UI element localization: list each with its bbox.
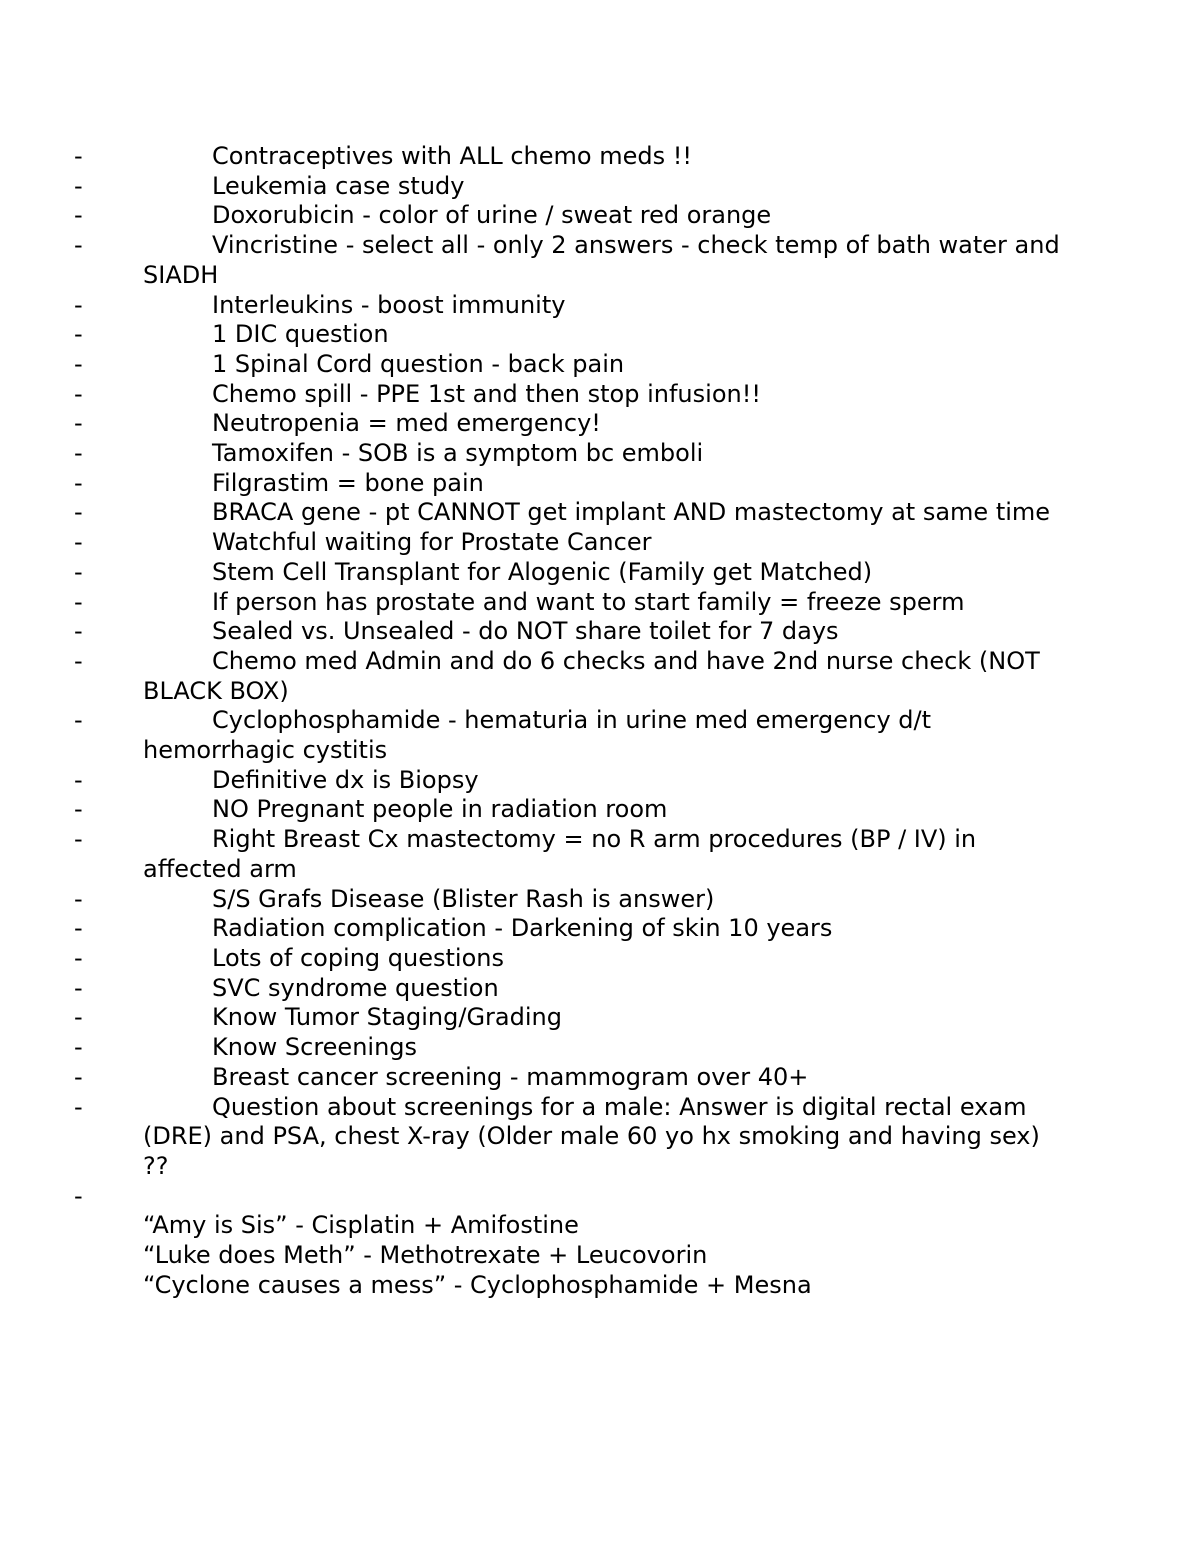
list-item-text: Chemo spill - PPE 1st and then stop infusion!!: [212, 379, 761, 408]
list-item-text: Radiation complication - Darkening of skin 10 years: [212, 914, 833, 943]
list-item-text: Vincristine - select all - only 2 answers - check temp of bath water and SIADH: [143, 231, 1060, 289]
list-item-text: If person has prostate and want to start family = freeze sperm: [212, 587, 965, 616]
bullet-dash: -: [74, 914, 83, 943]
list-item-text: Definitive dx is Biopsy: [212, 765, 479, 794]
list-item: [74, 1092, 1063, 1182]
list-item: [74, 1003, 1063, 1033]
list-item: [74, 201, 1063, 231]
list-item: [74, 171, 1063, 202]
list-item-text: Leukemia case study: [212, 171, 465, 200]
list-item: [74, 349, 1063, 380]
bullet-dash: -: [74, 1062, 83, 1091]
bullet-dash: -: [74, 706, 83, 735]
blank-line: [143, 1182, 1063, 1212]
list-item-text: Chemo med Admin and do 6 checks and have 2nd nurse check (NOT BLACK BOX): [143, 646, 1040, 705]
list-item: [74, 320, 1063, 350]
bullet-dash: -: [74, 1181, 83, 1210]
list-item: [74, 468, 1063, 499]
list-item: [74, 914, 1063, 944]
list-item-text: 1 DIC question: [212, 320, 389, 349]
list-item: [74, 825, 1063, 884]
list-item-text: Sealed vs. Unsealed - do NOT share toilet for 7 days: [212, 617, 839, 646]
bullet-dash: -: [74, 142, 83, 170]
list-item: [74, 379, 1063, 410]
list-item: [74, 1033, 1063, 1063]
bullet-dash: -: [74, 617, 83, 646]
bullet-dash: -: [74, 765, 83, 794]
list-item: [74, 795, 1063, 825]
bullet-dash: -: [74, 1003, 83, 1032]
list-item-text: Know Screenings: [212, 1033, 418, 1062]
bullet-dash: -: [74, 201, 83, 230]
list-item-text: Neutropenia = med emergency!: [212, 409, 601, 438]
list-item-text: Question about screenings for a male: Answer is digital rectal exam (DRE) and PSA, chest X-ray (Older male 60 yo hx smoking and having sex) ??: [143, 1092, 1040, 1180]
list-item-text: Contraceptives with ALL chemo meds !!: [212, 142, 692, 170]
list-item: [74, 290, 1063, 321]
bullet-dash: -: [74, 379, 83, 408]
list-item-text: 1 Spinal Cord question - back pain: [212, 349, 625, 378]
list-item-text: Lots of coping questions: [212, 943, 504, 972]
bullet-dash: -: [74, 439, 83, 468]
bullet-dash: -: [74, 468, 83, 497]
list-item: [74, 498, 1063, 528]
list-item: [74, 231, 1063, 290]
bullet-dash: -: [74, 587, 83, 616]
mnemonic-line: “Amy is Sis” - Cisplatin + Amifostine: [143, 1211, 579, 1240]
list-item-text: BRACA gene - pt CANNOT get implant AND mastectomy at same time: [212, 498, 1051, 527]
bullet-dash: -: [74, 1092, 83, 1121]
bullet-dash: -: [74, 884, 83, 913]
bullet-dash: -: [74, 646, 83, 675]
bullet-dash: -: [74, 943, 83, 972]
bullet-dash: -: [74, 498, 83, 527]
bullet-dash: -: [74, 231, 83, 260]
list-item-text: Cyclophosphamide - hematuria in urine med emergency d/t hemorrhagic cystitis: [143, 706, 932, 765]
bullet-dash: -: [74, 409, 83, 438]
mnemonic-line: “Luke does Meth” - Methotrexate + Leucovorin: [143, 1241, 708, 1269]
list-item-text: Tamoxifen - SOB is a symptom bc emboli: [212, 439, 704, 468]
list-item: [74, 439, 1063, 469]
list-item: [74, 557, 1063, 588]
mnemonic-line: “Cyclone causes a mess” - Cyclophosphamide + Mesna: [143, 1270, 812, 1299]
list-item: [74, 1062, 1063, 1093]
mnemonics-list: [143, 1211, 1063, 1300]
bullet-dash: -: [74, 349, 83, 378]
list-item: [74, 973, 1063, 1004]
list-item: [74, 706, 1063, 765]
list-item-text: Know Tumor Staging/Grading: [212, 1003, 562, 1032]
list-item: [74, 142, 1063, 172]
list-item-text: Right Breast Cx mastectomy = no R arm procedures (BP / IV) in affected arm: [143, 825, 977, 883]
bullet-dash: -: [74, 973, 83, 1002]
list-item-text: Doxorubicin - color of urine / sweat red orange: [212, 201, 772, 230]
list-item-text: Stem Cell Transplant for Alogenic (Family get Matched): [212, 557, 873, 586]
bullet-dash: -: [74, 290, 83, 319]
list-item: [74, 587, 1063, 618]
bullet-dash: -: [74, 825, 83, 854]
document-body: [74, 142, 1063, 1300]
list-item-text: NO Pregnant people in radiation room: [212, 795, 668, 824]
bullet-dash: -: [74, 171, 83, 200]
bullet-dash: -: [74, 795, 83, 824]
bullet-dash: -: [74, 528, 83, 557]
list-item-text: SVC syndrome question: [212, 973, 499, 1002]
list-item: [74, 409, 1063, 439]
list-item: [74, 617, 1063, 647]
list-item: [74, 943, 1063, 974]
list-item-text: Watchful waiting for Prostate Cancer: [212, 528, 652, 557]
bullet-dash: -: [74, 320, 83, 349]
study-notes-list: [74, 142, 1063, 1210]
bullet-dash: -: [74, 1033, 83, 1062]
list-item: [74, 884, 1063, 915]
list-item-text: S/S Grafs Disease (Blister Rash is answer): [212, 884, 715, 913]
list-item: [74, 765, 1063, 796]
list-item: [74, 646, 1063, 706]
bullet-dash: -: [74, 557, 83, 586]
list-item-text: Filgrastim = bone pain: [212, 468, 484, 497]
list-item-text: Interleukins - boost immunity: [212, 290, 566, 319]
list-item-text: Breast cancer screening - mammogram over 40+: [212, 1062, 809, 1091]
list-item: [74, 528, 1063, 558]
